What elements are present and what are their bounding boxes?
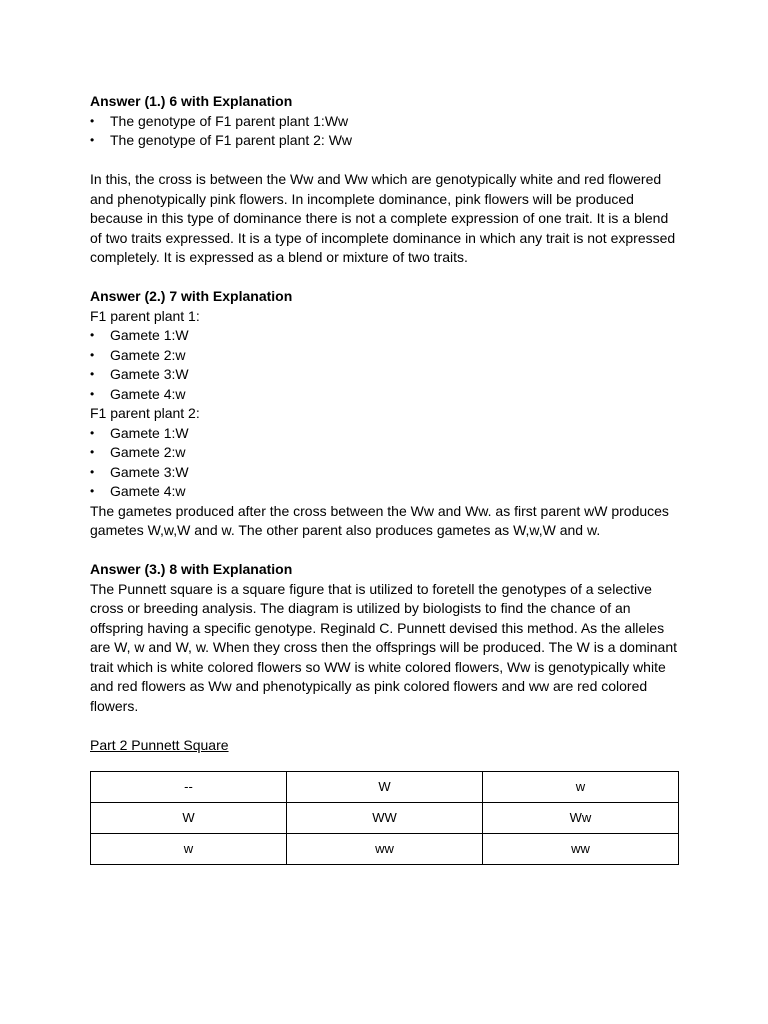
table-cell: w (483, 772, 679, 803)
list-item: • Gamete 3:W (90, 463, 682, 483)
bullet-icon: • (90, 328, 95, 342)
bullet-icon: • (90, 484, 95, 498)
list-item: • Gamete 2:w (90, 346, 682, 366)
answer2-paragraph: The gametes produced after the cross between the Ww and Ww. as first parent wW produces gametes W,w,W and w. The other parent also produces gametes as W,w,W and w. (90, 502, 669, 538)
bullet-icon: • (90, 464, 95, 479)
parent1-gamete-list (90, 326, 682, 404)
bullet-icon: • (90, 347, 95, 362)
bullet-icon: • (90, 425, 95, 440)
table-cell: -- (91, 772, 287, 803)
parent2-gamete-list (90, 424, 682, 502)
list-item: • The genotype of F1 parent plant 2: Ww (90, 131, 682, 151)
bullet-icon: • (90, 445, 95, 459)
bullet-icon: • (90, 386, 95, 401)
table-cell: ww (287, 834, 483, 865)
table-cell: W (91, 803, 287, 834)
list-item: • The genotype of F1 parent plant 1:Ww (90, 112, 682, 132)
parent1-label: F1 parent plant 1: (90, 307, 200, 324)
table-cell: WW (287, 803, 483, 834)
answer2-heading: Answer (2.) 7 with Explanation (90, 288, 293, 304)
answer1-paragraph: In this, the cross is between the Ww and Ww which are genotypically white and red flowered and phenotypically pink flowers. In incomplete dominance, pink flowers will be produced because in this type of dominance there is not a complete expression of one trait. It is a blend of two traits expressed. It is a type of incomplete dominance in which any trait is not expressed completely. It is expressed as a blend or mixture of two traits. (90, 171, 676, 265)
table-cell: W (287, 772, 483, 803)
part2-title: Part 2 Punnett Square (90, 736, 229, 753)
table-cell: Ww (483, 803, 679, 834)
list-item: • Gamete 1:W (90, 424, 682, 444)
bullet-icon: • (90, 113, 95, 128)
bullet-icon: • (90, 133, 95, 147)
list-item: • Gamete 4:w (90, 385, 682, 405)
table-row (91, 803, 679, 834)
parent2-label: F1 parent plant 2: (90, 405, 200, 421)
table-row (91, 834, 679, 865)
bullet-icon: • (90, 367, 95, 381)
list-item: • Gamete 3:W (90, 365, 682, 385)
answer3-paragraph: The Punnett square is a square figure that is utilized to foretell the genotypes of a selective cross or breeding analysis. The diagram is utilized by biologists to find the chance of an offspring having a specific genotype. Reginald C. Punnett devised this method. As the alleles are W, w and W, w. When they cross then the offsprings will be produced. The W is a dominant trait which is white colored flowers so WW is white colored flowers, Ww is genotypically white and red flowers as Ww and phenotypically as pink colored flowers and ww are red colored flowers. (90, 580, 677, 714)
table-cell: ww (483, 834, 679, 865)
list-item: • Gamete 1:W (90, 326, 682, 346)
table-cell: w (91, 834, 287, 865)
answer1-bullet-list (90, 112, 682, 151)
list-item: • Gamete 2:w (90, 443, 682, 463)
table-row (91, 772, 679, 803)
punnett-square-table (90, 771, 679, 865)
document-content (90, 92, 682, 755)
answer1-heading: Answer (1.) 6 with Explanation (90, 93, 293, 109)
list-item: • Gamete 4:w (90, 482, 682, 502)
answer3-heading: Answer (3.) 8 with Explanation (90, 561, 293, 577)
